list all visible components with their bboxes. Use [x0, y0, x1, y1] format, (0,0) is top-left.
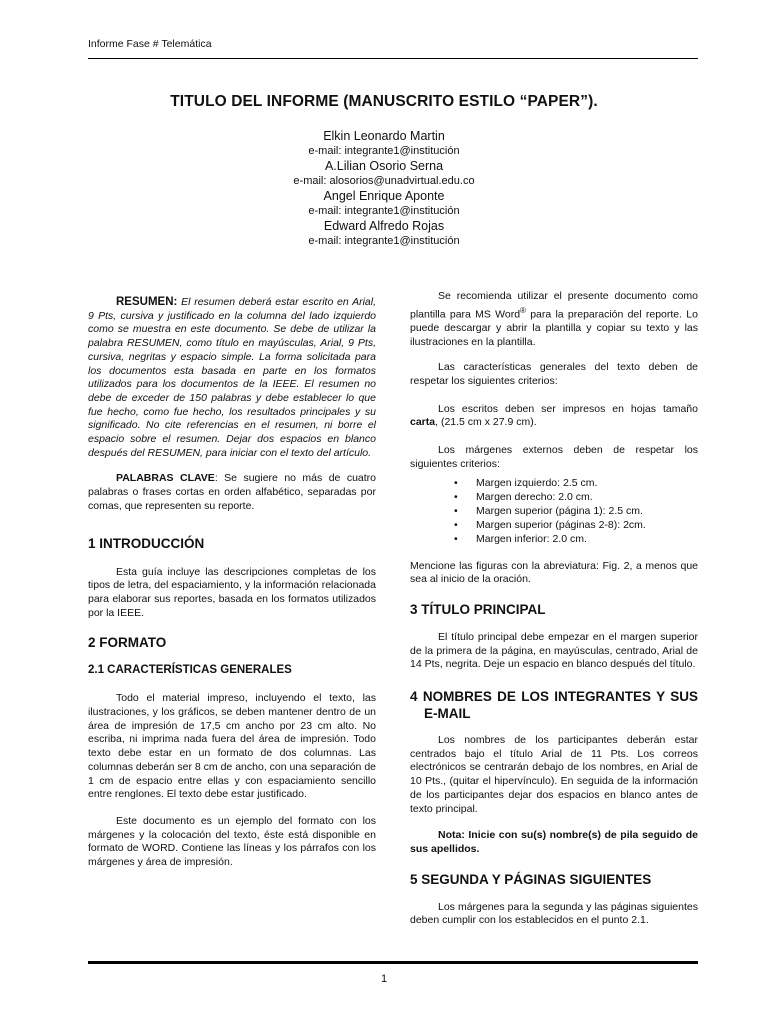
- author-block: [0, 128, 768, 248]
- general-paragraph-1: Todo el material impreso, incluyendo el texto, las ilustraciones, y los gráficos, se deben mantener dentro de un área de impresión de 17,5 cm ancho por 23 cm alto. No escriba, ni imprima nada fuera del área de impresión. Todo texto debe estar en un formato de dos columnas. Las columnas deberán ser 8 cm de ancho, con una separación de 1 cm de espacio entre ellas y con espaciamiento sencillo entre renglones. El texto debe estar justificado.: [88, 692, 376, 801]
- author-email: e-mail: integrante1@institución: [308, 145, 460, 157]
- subsection-heading-general: 2.1 CARACTERÍSTICAS GENERALES: [88, 664, 292, 677]
- right-column: [410, 290, 698, 928]
- figures-paragraph: Mencione las figuras con la abreviatura: Fig. 2, a menos que sea al inicio de la oración.: [410, 559, 698, 586]
- section-heading-following-pages: 5 SEGUNDA Y PÁGINAS SIGUIENTES: [410, 871, 652, 887]
- page-number: 1: [380, 973, 388, 985]
- introduction-paragraph: Esta guía incluye las descripciones completas de los tipos de letra, del espaciamiento, y la información relacionada para elaborar sus reportes, basada en los formatos utilizados por la IEEE.: [88, 565, 376, 619]
- author-email: e-mail: integrante1@institución: [308, 205, 460, 217]
- keywords-text: : Se sugiere no más de cuatro palabras o frases cortas en orden alfabético, separadas por comas, que representen su reporte.: [88, 472, 376, 512]
- margins-list: [410, 476, 698, 547]
- following-pages-paragraph: Los márgenes para la segunda y las páginas siguientes deben cumplir con los establecidos en el punto 2.1.: [410, 900, 698, 927]
- template-text-end: para la preparación del reporte. Lo puede descargar y abrir la plantilla y copiar su texto y las ilustraciones en la plantilla.: [410, 308, 698, 348]
- template-paragraph: [410, 290, 698, 349]
- author-name: A.Lilian Osorio Serna: [324, 159, 444, 173]
- header-rule: [88, 58, 698, 59]
- section-heading-format: 2 FORMATO: [88, 635, 167, 651]
- list-item: • Margen inferior: 2.0 cm.: [410, 532, 698, 546]
- registered-mark: ®: [520, 305, 526, 315]
- section-heading-introduction: 1 INTRODUCCIÓN: [88, 535, 205, 551]
- general-paragraph-2: Este documento es un ejemplo del formato con los márgenes y la colocación del texto, éste está disponible en formato de WORD. Contiene las líneas y los párrafos con los márgenes y área de impresión.: [88, 814, 376, 869]
- template-text: Se recomienda utilizar el presente documento como plantilla para MS Word: [410, 290, 698, 321]
- abstract-text: El resumen deberá estar escrito en Arial, 9 Pts, cursiva y justificado en la columna del lado izquierdo como se muestra en este documento. Se debe de utilizar la palabra RESUMEN, como título en mayúsculas, Arial, 9 Pts, cursiva, negritas y espacio simple. La forma solicitada para los documentos esta basada en parte en los formatos utilizados para los documentos de la IEEE. El resumen no debe de exceder de 150 palabras y debe establecer lo que fue hecho, como fue hecho, los resultados principales y su significado. No cite referencias en el resumen, ni borre el espacio sobre el resumen. Dejar dos espacios en blanco después del RESUMEN, para iniciar con el texto del artículo.: [88, 296, 376, 459]
- running-header: Informe Fase # Telemática: [88, 38, 212, 50]
- member-names-paragraph: Los nombres de los participantes deberán estar centrados bajo el título Arial de 11 Pts. Los correos electrónicos se centrarán debajo de los nombres, en Arial de 10 Pts., (quitar el hipervínculo). En seguida de la información de los participantes dejar dos espacios en blanco antes de texto principal.: [410, 734, 698, 815]
- footer-rule: [88, 961, 698, 964]
- paper-size-bold: carta: [410, 416, 436, 429]
- criteria-paragraph: Las características generales del texto deben de respetar los siguientes criterios:: [410, 361, 698, 388]
- main-title-paragraph: El título principal debe empezar en el margen superior de la primera de la página, en mayúsculas, centrado, Arial de 14 Pts, negrita. Deje un espacio en blanco después del título.: [410, 630, 698, 671]
- keywords: [88, 472, 376, 513]
- abstract: [88, 296, 376, 460]
- list-item: • Margen superior (páginas 2-8): 2cm.: [410, 518, 698, 532]
- paper-size-paragraph: [410, 403, 698, 430]
- list-item: • Margen superior (página 1): 2.5 cm.: [410, 504, 698, 518]
- author-name: Edward Alfredo Rojas: [323, 219, 445, 233]
- abstract-heading: RESUMEN:: [116, 296, 178, 308]
- keywords-heading: PALABRAS CLAVE: [116, 472, 215, 485]
- author-email: e-mail: alosorios@unadvirtual.edu.co: [293, 175, 475, 187]
- section-heading-member-names: 4 NOMBRES DE LOS INTEGRANTES Y SUS E-MAIL: [410, 689, 698, 722]
- list-item: • Margen izquierdo: 2.5 cm.: [410, 476, 698, 490]
- paper-size-text: Los escritos deben ser impresos en hojas tamaño: [438, 402, 698, 415]
- author-name: Elkin Leonardo Martin: [323, 129, 445, 143]
- margins-paragraph: Los márgenes externos deben de respetar los siguientes criterios:: [410, 444, 698, 470]
- list-item: • Margen derecho: 2.0 cm.: [410, 490, 698, 504]
- section-heading-main-title: 3 TÍTULO PRINCIPAL: [410, 601, 546, 617]
- author-name: Angel Enrique Aponte: [323, 189, 445, 203]
- note-paragraph: Nota: Inicie con su(s) nombre(s) de pila seguido de sus apellidos.: [410, 829, 698, 855]
- left-column: [88, 290, 376, 870]
- author-email: e-mail: integrante1@institución: [308, 235, 460, 247]
- paper-title: TITULO DEL INFORME (MANUSCRITO ESTILO “PAPER”).: [170, 93, 598, 110]
- paper-size-dimensions: , (21.5 cm x 27.9 cm).: [435, 416, 537, 429]
